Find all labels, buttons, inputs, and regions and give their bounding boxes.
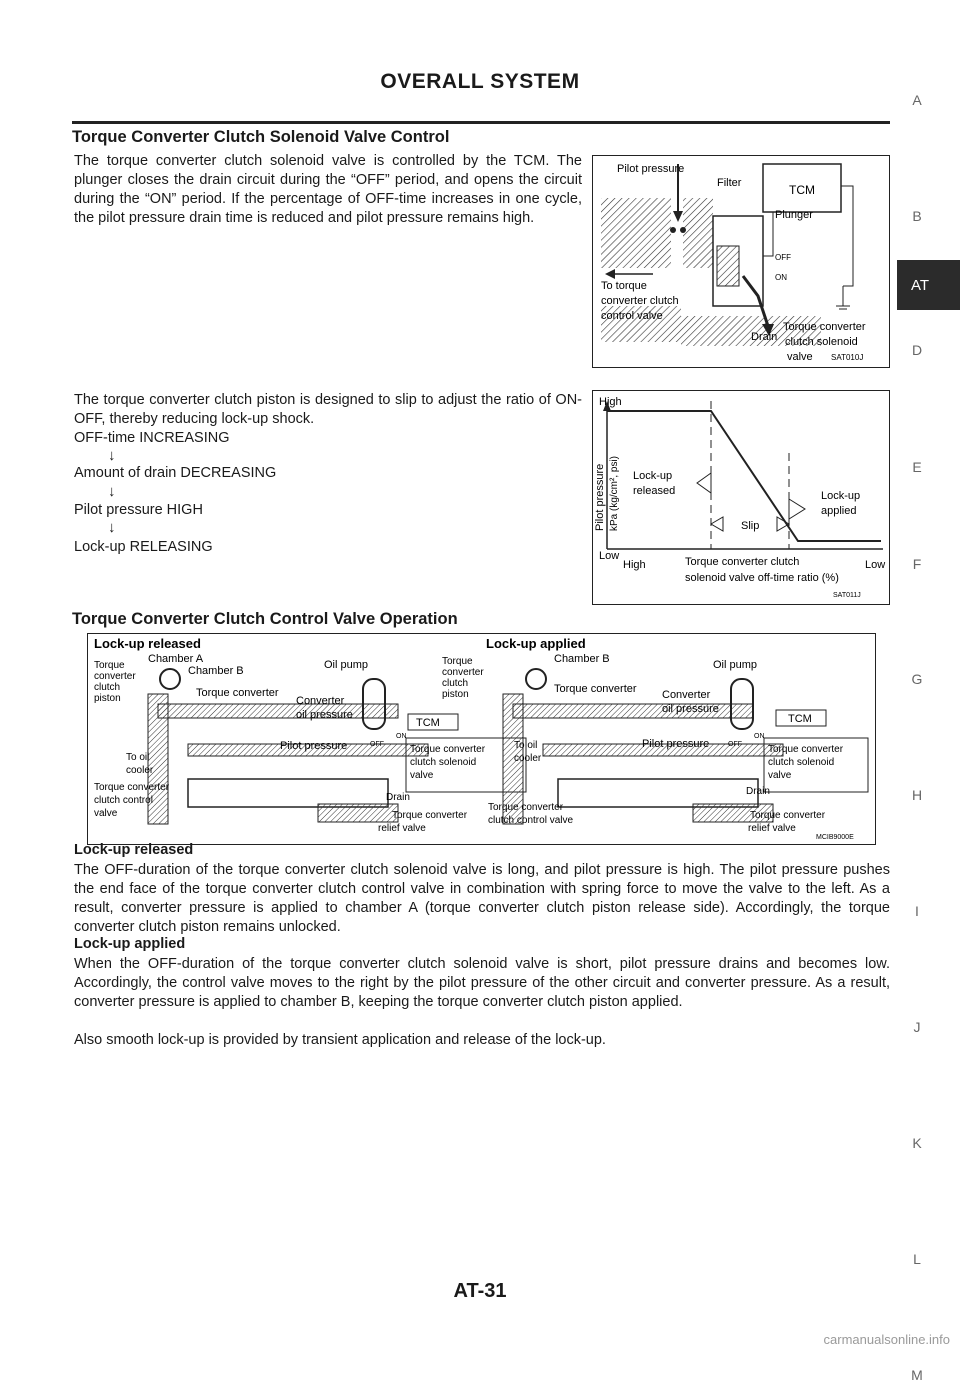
right-title: Lock-up applied bbox=[486, 636, 586, 651]
right-label-solenoid-2: clutch solenoid bbox=[768, 757, 835, 768]
figure-code-sat010j: SAT010J bbox=[831, 353, 864, 362]
section-heading-control-valve: Torque Converter Clutch Control Valve Operation bbox=[72, 610, 458, 628]
left-label-relief-1: Torque converter bbox=[392, 810, 468, 821]
side-index-i[interactable]: I bbox=[915, 903, 919, 919]
released-arrow bbox=[697, 473, 711, 493]
x-label-low: Low bbox=[865, 559, 886, 571]
label-solenoid-3: valve bbox=[787, 351, 813, 363]
right-label-ccv-2: clutch control valve bbox=[488, 815, 574, 826]
label-drain: Drain bbox=[751, 331, 778, 343]
right-label-pilot-pressure: Pilot pressure bbox=[642, 738, 710, 750]
label-on: ON bbox=[775, 273, 787, 282]
right-label-chamber-b: Chamber B bbox=[554, 653, 610, 665]
section1-paragraph-2: The torque converter clutch piston is designed to slip to adjust the ratio of ON-OFF, thereby reducing lock-up shock. bbox=[74, 392, 582, 427]
left-label-torque-converter: Torque converter bbox=[196, 687, 279, 699]
label-filter: Filter bbox=[717, 177, 742, 189]
right-label-torque-converter: Torque converter bbox=[554, 683, 637, 695]
valve-body-mid bbox=[683, 198, 713, 268]
left-label-on: ON bbox=[396, 733, 407, 740]
tcm-wire-2 bbox=[763, 212, 773, 256]
x-axis-title-2: solenoid valve off-time ratio (%) bbox=[685, 572, 839, 584]
side-index-k[interactable]: K bbox=[912, 1135, 922, 1151]
label-plunger: Plunger bbox=[775, 209, 813, 221]
flow-step-4: Lock-up RELEASING bbox=[74, 539, 213, 555]
left-label-relief-2: relief valve bbox=[378, 823, 426, 834]
left-label-pilot-pressure: Pilot pressure bbox=[280, 740, 348, 752]
figure-solenoid-valve bbox=[592, 155, 890, 368]
label-off: OFF bbox=[775, 253, 791, 262]
side-index-g[interactable]: G bbox=[911, 671, 923, 687]
orifice-dot-2 bbox=[680, 227, 686, 233]
left-label-converter-1: Converter bbox=[296, 695, 345, 707]
left-label-chamber-a: Chamber A bbox=[148, 653, 204, 665]
left-label-piston-2: converter bbox=[94, 671, 136, 682]
left-label-oil-pump: Oil pump bbox=[324, 659, 369, 671]
left-label-solenoid-1: Torque converter bbox=[410, 744, 486, 755]
page-header-title: OVERALL SYSTEM bbox=[380, 70, 580, 93]
side-index-h[interactable]: H bbox=[911, 787, 923, 803]
slip-arrow-left bbox=[711, 517, 723, 531]
left-label-to-oil-1: To oil bbox=[126, 752, 150, 763]
right-converter-drum bbox=[526, 669, 546, 689]
right-label-to-oil-1: To oil bbox=[514, 740, 538, 751]
left-label-tcm: TCM bbox=[416, 717, 440, 729]
left-relief-valve bbox=[318, 804, 398, 822]
section2-paragraph-released: The OFF-duration of the torque converter clutch solenoid valve is long, and pilot pressure is high. The pilot pressure pushes the end face of the torque converter clutch control valve in combination with spring force to move the valve to the left. As a result, converter pressure is applied to chamber A (torque converter clutch piston release side). Accordingly, the torque converter clutch piston remains unlocked. bbox=[74, 862, 890, 935]
panel-lockup-applied bbox=[442, 636, 868, 834]
left-label-ccv-2: clutch control bbox=[94, 795, 153, 806]
outlet-arrowhead bbox=[605, 269, 615, 279]
label-to-torque-3: control valve bbox=[601, 310, 663, 322]
left-label-to-oil-2: cooler bbox=[126, 765, 154, 776]
pilot-pressure-arrowhead bbox=[673, 211, 683, 222]
label-lockup-released-1: Lock-up bbox=[633, 470, 673, 482]
section1-paragraph-1: The torque converter clutch solenoid valve is controlled by the TCM. The plunger closes the drain circuit during the “OFF” period, and opens the circuit during the “ON” period. If the percentage of OFF-time increases in one cycle, the pilot pressure drain time is reduced and pilot pressure remains high. bbox=[74, 153, 582, 226]
side-index-m[interactable]: M bbox=[911, 1367, 923, 1383]
figure-pressure-graph bbox=[592, 390, 890, 605]
figure-control-valve-operation bbox=[87, 633, 876, 845]
label-lockup-applied-1: Lock-up bbox=[821, 490, 861, 502]
page-number: AT-31 bbox=[453, 1280, 507, 1302]
x-axis-title-1: Torque converter clutch bbox=[685, 556, 800, 568]
right-label-oil-pump: Oil pump bbox=[713, 659, 758, 671]
x-label-high: High bbox=[623, 559, 646, 571]
right-label-to-oil-2: cooler bbox=[514, 753, 542, 764]
right-label-solenoid-1: Torque converter bbox=[768, 744, 844, 755]
label-solenoid-1: Torque converter bbox=[783, 321, 866, 333]
left-label-drain: Drain bbox=[386, 792, 410, 803]
flow-step-1: OFF-time INCREASING bbox=[74, 430, 230, 446]
left-label-piston-1: Torque bbox=[94, 660, 125, 671]
control-valve-diagram bbox=[88, 634, 875, 844]
left-label-off: OFF bbox=[370, 741, 384, 748]
subheading-lockup-applied: Lock-up applied bbox=[74, 936, 186, 952]
right-label-piston-3: clutch bbox=[442, 678, 469, 689]
right-control-valve bbox=[558, 779, 758, 807]
left-title: Lock-up released bbox=[94, 636, 201, 651]
right-label-piston-4: piston bbox=[442, 689, 469, 700]
right-label-on: ON bbox=[754, 733, 765, 740]
solenoid-coil bbox=[717, 246, 739, 286]
figure-code-mcib9000e: MCIB9000E bbox=[816, 834, 854, 841]
side-index-l[interactable]: L bbox=[913, 1251, 921, 1267]
right-label-piston-2: converter bbox=[442, 667, 484, 678]
label-to-torque-2: converter clutch bbox=[601, 295, 679, 307]
y-label-low: Low bbox=[599, 550, 620, 562]
valve-body-left bbox=[601, 198, 671, 268]
section-heading-solenoid-control: Torque Converter Clutch Solenoid Valve Control bbox=[72, 128, 450, 146]
left-label-chamber-b: Chamber B bbox=[188, 665, 244, 677]
left-label-solenoid-3: valve bbox=[410, 770, 434, 781]
right-label-drain: Drain bbox=[746, 786, 770, 797]
right-label-piston-1: Torque bbox=[442, 656, 473, 667]
label-slip: Slip bbox=[741, 520, 760, 532]
right-label-tcm: TCM bbox=[788, 713, 812, 725]
left-control-valve bbox=[188, 779, 388, 807]
section2-paragraph-smooth: Also smooth lock-up is provided by transient application and release of the lock-up. bbox=[74, 1032, 606, 1048]
side-index-e[interactable]: E bbox=[912, 459, 922, 475]
label-pilot-pressure: Pilot pressure bbox=[617, 163, 685, 175]
right-label-off: OFF bbox=[728, 741, 742, 748]
right-label-solenoid-3: valve bbox=[768, 770, 792, 781]
flow-arrow-2: ↓ bbox=[108, 483, 116, 500]
side-index-j[interactable]: J bbox=[913, 1019, 921, 1035]
side-index-b[interactable]: B bbox=[912, 208, 922, 224]
figure-code-sat011j: SAT011J bbox=[833, 592, 861, 599]
left-label-ccv-1: Torque converter bbox=[94, 782, 170, 793]
label-to-torque-1: To torque bbox=[601, 280, 647, 292]
applied-arrow bbox=[789, 499, 805, 519]
right-label-converter-1: Converter bbox=[662, 689, 711, 701]
side-index-a[interactable]: A bbox=[912, 92, 922, 108]
flow-step-2: Amount of drain DECREASING bbox=[74, 465, 277, 481]
y-axis-title-1: Pilot pressure bbox=[594, 463, 606, 531]
tcm-wire-1 bbox=[841, 186, 853, 286]
flow-step-3: Pilot pressure HIGH bbox=[74, 502, 203, 518]
side-index-f[interactable]: F bbox=[912, 556, 922, 572]
section2-paragraph-applied: When the OFF-duration of the torque converter clutch solenoid valve is short, pilot pressure drains and becomes low. Accordingly, the control valve moves to the right by the pilot pressure of the other circuit and converter pressure. As a result, converter pressure is applied to chamber B, keeping the torque converter clutch piston applied. bbox=[74, 956, 890, 1010]
right-label-converter-2: oil pressure bbox=[662, 703, 719, 715]
y-label-high: High bbox=[599, 396, 622, 408]
subheading-lockup-released: Lock-up released bbox=[74, 842, 194, 858]
side-index-d[interactable]: D bbox=[911, 342, 923, 358]
pressure-graph bbox=[593, 391, 889, 604]
flow-arrow-1: ↓ bbox=[108, 447, 116, 464]
right-label-ccv-1: Torque converter bbox=[488, 802, 564, 813]
label-tcm: TCM bbox=[789, 183, 815, 197]
left-label-ccv-3: valve bbox=[94, 808, 118, 819]
side-index-active-tab[interactable]: AT bbox=[897, 260, 960, 310]
orifice-dot-1 bbox=[670, 227, 676, 233]
label-solenoid-2: clutch solenoid bbox=[785, 336, 858, 348]
watermark: carmanualsonline.info bbox=[823, 1332, 950, 1347]
y-axis-title-2: kPa (kg/cm², psi) bbox=[609, 455, 620, 531]
left-converter-drum bbox=[160, 669, 180, 689]
right-label-relief-1: Torque converter bbox=[750, 810, 826, 821]
label-lockup-released-2: released bbox=[633, 485, 676, 497]
flow-arrow-3: ↓ bbox=[108, 519, 116, 536]
left-label-piston-4: piston bbox=[94, 693, 121, 704]
left-label-piston-3: clutch bbox=[94, 682, 121, 693]
label-lockup-applied-2: applied bbox=[821, 505, 857, 517]
right-label-relief-2: relief valve bbox=[748, 823, 796, 834]
left-label-solenoid-2: clutch solenoid bbox=[410, 757, 477, 768]
solenoid-valve-diagram bbox=[593, 156, 889, 367]
header-rule bbox=[72, 121, 890, 124]
left-label-converter-2: oil pressure bbox=[296, 709, 353, 721]
